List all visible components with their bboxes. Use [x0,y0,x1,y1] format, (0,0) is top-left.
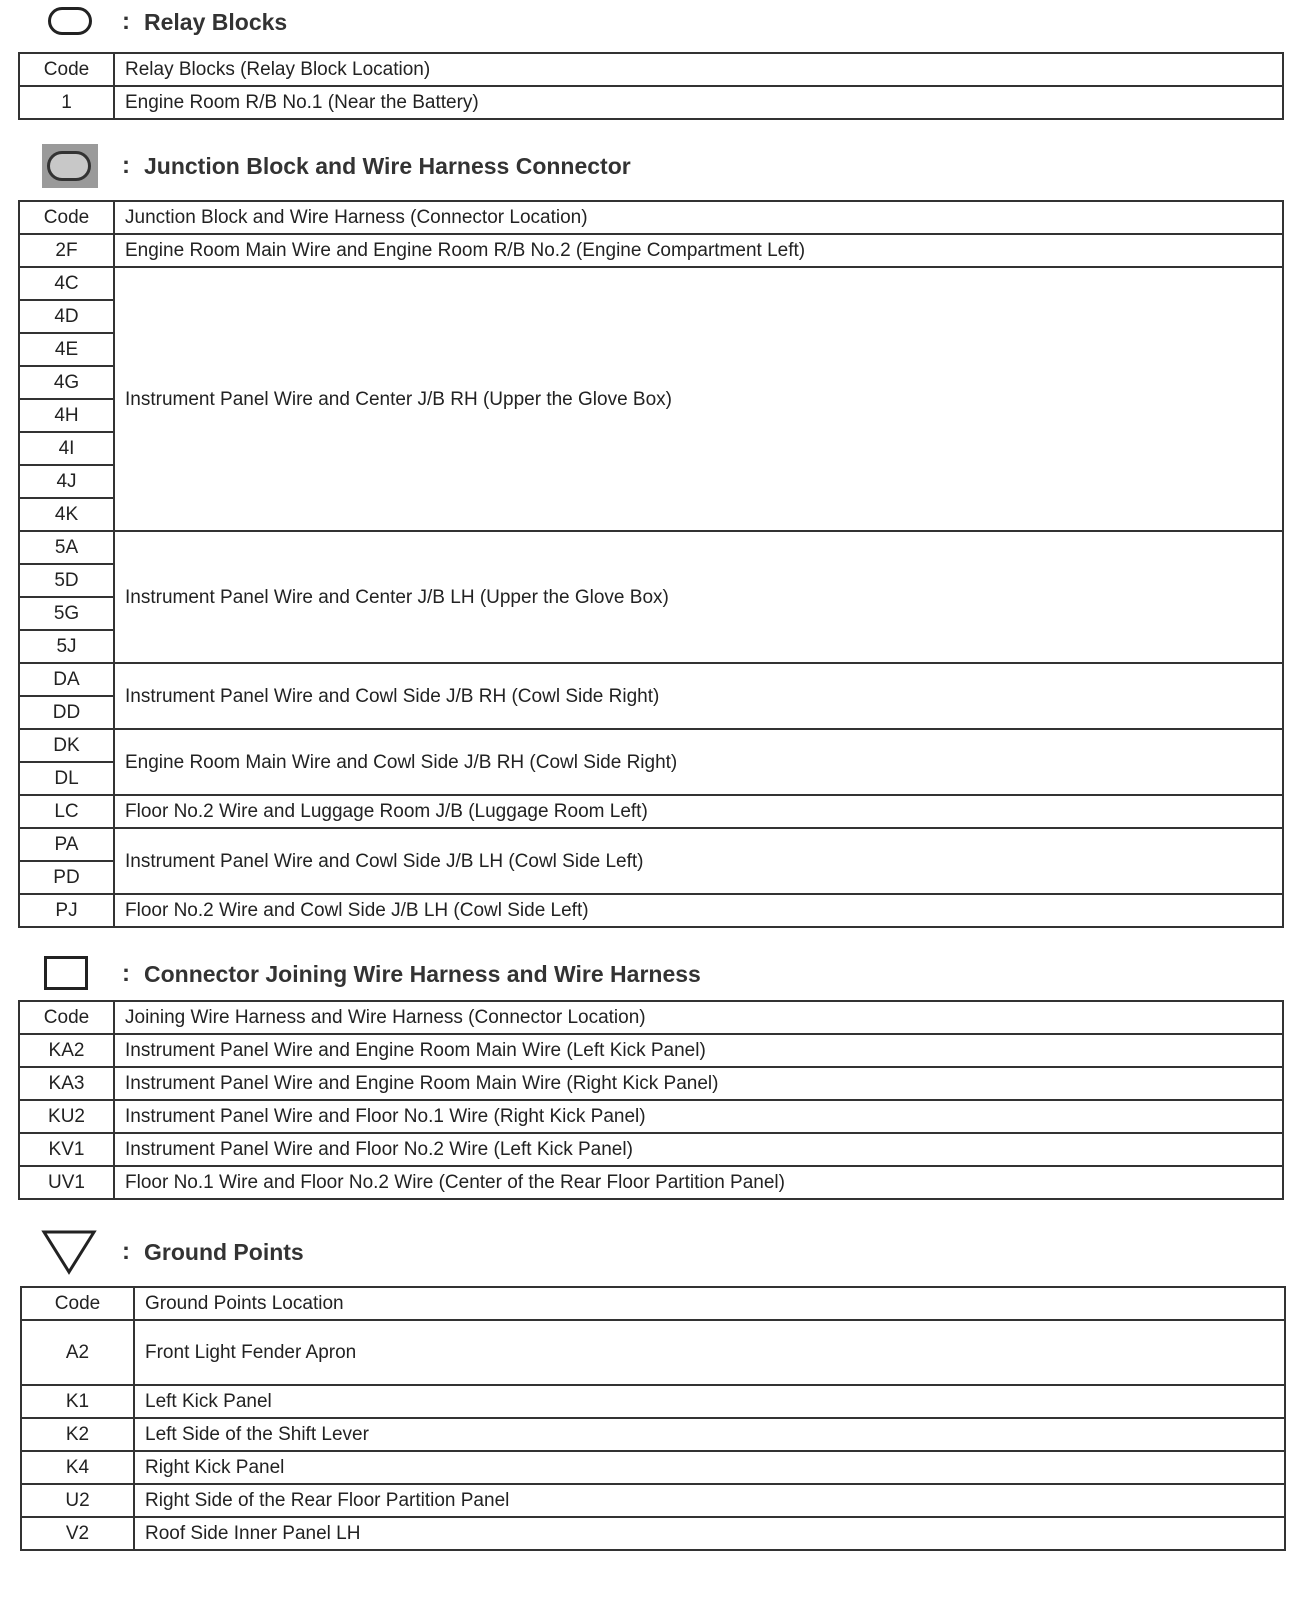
code-cell: 1 [19,86,114,119]
table-row [19,86,1283,119]
table-row [19,234,1283,267]
header-description: Junction Block and Wire Harness (Connector Location) [114,201,1283,234]
heading-colon: : [122,152,130,179]
description-cell: Instrument Panel Wire and Engine Room Main Wire (Right Kick Panel) [114,1067,1283,1100]
description-cell: Instrument Panel Wire and Engine Room Main Wire (Left Kick Panel) [114,1034,1283,1067]
code-cell: KV1 [19,1133,114,1166]
table-row [21,1484,1285,1517]
code-cell: 4I [19,432,114,465]
relay-blocks-table [18,52,1284,120]
code-cell: 4G [19,366,114,399]
section-heading-junction-block [40,146,631,186]
connector-joining-table [18,1000,1284,1200]
table-row [19,1166,1283,1199]
code-cell: V2 [21,1517,134,1550]
table-header-row [19,53,1283,86]
ground-points-table [20,1286,1286,1551]
code-cell: LC [19,795,114,828]
heading-colon: : [122,1238,130,1265]
section-title: Relay Blocks [144,8,288,35]
description-cell: Instrument Panel Wire and Floor No.1 Wire (Right Kick Panel) [114,1100,1283,1133]
header-description: Joining Wire Harness and Wire Harness (Connector Location) [114,1001,1283,1034]
code-cell: 4C [19,267,114,300]
header-code: Code [19,53,114,86]
table-row [19,1034,1283,1067]
junction-block-table [18,200,1284,928]
code-cell: 5D [19,564,114,597]
table-row [19,663,1283,696]
description-cell: Instrument Panel Wire and Cowl Side J/B LH (Cowl Side Left) [114,828,1283,894]
description-cell: Right Side of the Rear Floor Partition Panel [134,1484,1285,1517]
description-cell: Front Light Fender Apron [134,1320,1285,1385]
description-cell: Instrument Panel Wire and Center J/B RH (Upper the Glove Box) [114,267,1283,531]
table-row [19,1133,1283,1166]
code-cell: K1 [21,1385,134,1418]
header-code: Code [19,201,114,234]
description-cell: Roof Side Inner Panel LH [134,1517,1285,1550]
heading-colon: : [122,8,130,35]
description-cell: Floor No.2 Wire and Cowl Side J/B LH (Cowl Side Left) [114,894,1283,927]
code-cell: 2F [19,234,114,267]
code-cell: 5G [19,597,114,630]
description-cell: Engine Room R/B No.1 (Near the Battery) [114,86,1283,119]
table-row [19,795,1283,828]
table-row [19,531,1283,564]
description-cell: Left Kick Panel [134,1385,1285,1418]
code-cell: 4J [19,465,114,498]
section-heading-relay-blocks [40,2,287,42]
description-cell: Engine Room Main Wire and Engine Room R/B No.2 (Engine Compartment Left) [114,234,1283,267]
shaded-oval-icon [40,146,100,186]
header-code: Code [21,1287,134,1320]
heading-colon: : [122,960,130,987]
table-row [19,1067,1283,1100]
description-cell: Right Kick Panel [134,1451,1285,1484]
section-heading-connector-joining [40,954,701,994]
code-cell: 5J [19,630,114,663]
section-title: Junction Block and Wire Harness Connector [144,152,631,179]
code-cell: DL [19,762,114,795]
code-cell: KA2 [19,1034,114,1067]
table-row [19,894,1283,927]
description-cell: Instrument Panel Wire and Floor No.2 Wire (Left Kick Panel) [114,1133,1283,1166]
code-cell: 4E [19,333,114,366]
code-cell: 4D [19,300,114,333]
header-description: Relay Blocks (Relay Block Location) [114,53,1283,86]
code-cell: DK [19,729,114,762]
code-cell: DA [19,663,114,696]
oval-icon [40,2,100,42]
code-cell: PA [19,828,114,861]
code-cell: 4K [19,498,114,531]
code-cell: K4 [21,1451,134,1484]
code-cell: PJ [19,894,114,927]
code-cell: PD [19,861,114,894]
code-cell: KA3 [19,1067,114,1100]
table-row [19,729,1283,762]
header-code: Code [19,1001,114,1034]
description-cell: Floor No.1 Wire and Floor No.2 Wire (Center of the Rear Floor Partition Panel) [114,1166,1283,1199]
table-row [21,1517,1285,1550]
table-row [21,1320,1285,1385]
table-row [21,1385,1285,1418]
rectangle-icon [40,954,100,994]
description-cell: Floor No.2 Wire and Luggage Room J/B (Luggage Room Left) [114,795,1283,828]
description-cell: Engine Room Main Wire and Cowl Side J/B RH (Cowl Side Right) [114,729,1283,795]
table-row [19,267,1283,300]
section-title: Ground Points [144,1238,304,1265]
header-description: Ground Points Location [134,1287,1285,1320]
table-header-row [19,1001,1283,1034]
code-cell: UV1 [19,1166,114,1199]
table-row [21,1418,1285,1451]
code-cell: DD [19,696,114,729]
triangle-down-icon [40,1228,100,1276]
section-heading-ground-points [40,1228,304,1276]
description-cell: Left Side of the Shift Lever [134,1418,1285,1451]
table-row [19,1100,1283,1133]
code-cell: K2 [21,1418,134,1451]
section-title: Connector Joining Wire Harness and Wire Harness [144,960,701,987]
code-cell: 5A [19,531,114,564]
table-row [19,828,1283,861]
table-header-row [21,1287,1285,1320]
table-row [21,1451,1285,1484]
table-header-row [19,201,1283,234]
code-cell: 4H [19,399,114,432]
description-cell: Instrument Panel Wire and Center J/B LH (Upper the Glove Box) [114,531,1283,663]
code-cell: KU2 [19,1100,114,1133]
description-cell: Instrument Panel Wire and Cowl Side J/B RH (Cowl Side Right) [114,663,1283,729]
code-cell: A2 [21,1320,134,1385]
code-cell: U2 [21,1484,134,1517]
